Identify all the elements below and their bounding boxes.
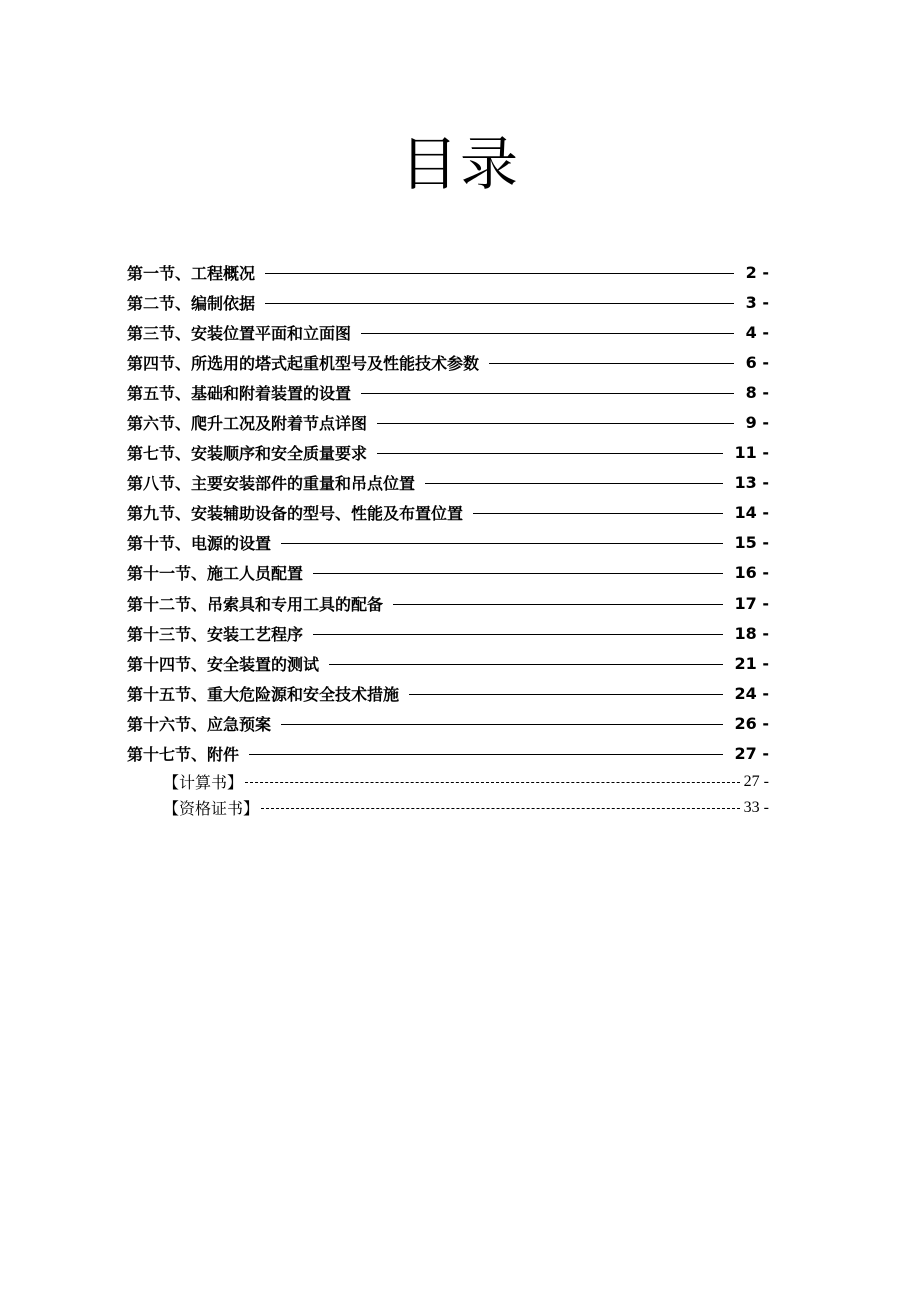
toc-entry-label: 第八节、主要安装部件的重量和吊点位置 [127, 474, 416, 494]
toc-leader-line [281, 543, 723, 544]
table-of-contents [127, 257, 769, 821]
toc-entry[interactable] [127, 528, 769, 558]
toc-page-number: 15 - [734, 533, 769, 553]
toc-leader-line [409, 694, 723, 695]
toc-leader-line [489, 363, 734, 364]
toc-entry-label: 第十七节、附件 [127, 745, 240, 765]
toc-entry[interactable] [127, 739, 769, 769]
toc-page-number: 16 - [734, 563, 769, 583]
toc-page-number: 6 - [745, 352, 769, 372]
toc-page-number: 21 - [734, 653, 769, 673]
toc-subentry-label: 【计算书】 [163, 775, 244, 793]
toc-entry[interactable] [127, 377, 769, 407]
toc-leader-line [261, 808, 740, 809]
toc-page-number: 8 - [745, 382, 769, 402]
toc-entry-label: 第四节、所选用的塔式起重机型号及性能技术参数 [127, 353, 480, 373]
toc-leader-line [377, 453, 723, 454]
toc-subentry[interactable] [127, 795, 769, 821]
toc-page-number: 27 - [743, 772, 769, 790]
toc-entry[interactable] [127, 287, 769, 317]
toc-entry[interactable] [127, 558, 769, 588]
toc-leader-line [265, 303, 734, 304]
toc-page-number: 33 - [743, 798, 769, 816]
toc-entry-label: 第五节、基础和附着装置的设置 [127, 383, 352, 403]
toc-leader-line [361, 393, 734, 394]
toc-page-number: 11 - [734, 443, 769, 463]
toc-page-number: 2 - [745, 262, 769, 282]
toc-page-number: 27 - [734, 744, 769, 764]
toc-page-number: 24 - [734, 683, 769, 703]
toc-leader-line [249, 754, 723, 755]
toc-entry-label: 第七节、安装顺序和安全质量要求 [127, 444, 368, 464]
toc-leader-line [329, 664, 723, 665]
toc-entry-label: 第二节、编制依据 [127, 293, 256, 313]
toc-entry[interactable] [127, 407, 769, 437]
toc-page-number: 17 - [734, 593, 769, 613]
toc-entry[interactable] [127, 317, 769, 347]
toc-leader-line [265, 273, 734, 274]
toc-leader-line [313, 634, 723, 635]
toc-entry[interactable] [127, 708, 769, 738]
toc-entry[interactable] [127, 347, 769, 377]
toc-entry[interactable] [127, 498, 769, 528]
toc-page-number: 26 - [734, 713, 769, 733]
toc-entry-label: 第三节、安装位置平面和立面图 [127, 323, 352, 343]
toc-entry[interactable] [127, 588, 769, 618]
toc-leader-line [377, 423, 734, 424]
toc-page-number: 9 - [745, 413, 769, 433]
toc-entry-label: 第十六节、应急预案 [127, 714, 272, 734]
toc-subentry[interactable] [127, 769, 769, 795]
toc-entry-label: 第十一节、施工人员配置 [127, 564, 304, 584]
toc-leader-line [393, 604, 723, 605]
toc-entry-label: 第六节、爬升工况及附着节点详图 [127, 414, 368, 434]
toc-leader-line [473, 513, 723, 514]
toc-entry[interactable] [127, 618, 769, 648]
toc-page-number: 3 - [745, 292, 769, 312]
toc-page-number: 13 - [734, 473, 769, 493]
toc-entry-label: 第九节、安装辅助设备的型号、性能及布置位置 [127, 504, 464, 524]
toc-entry[interactable] [127, 438, 769, 468]
toc-page-number: 14 - [734, 503, 769, 523]
toc-leader-line [245, 782, 740, 783]
toc-leader-line [425, 483, 723, 484]
toc-entry-label: 第十节、电源的设置 [127, 534, 272, 554]
toc-entry-label: 第十二节、吊索具和专用工具的配备 [127, 594, 384, 614]
toc-entry-label: 第十五节、重大危险源和安全技术措施 [127, 684, 400, 704]
toc-entry[interactable] [127, 468, 769, 498]
toc-leader-line [281, 724, 723, 725]
toc-entry-label: 第十三节、安装工艺程序 [127, 624, 304, 644]
toc-leader-line [361, 333, 734, 334]
toc-entry[interactable] [127, 678, 769, 708]
toc-entry[interactable] [127, 257, 769, 287]
page-title: 目录 [399, 130, 520, 198]
toc-subentry-label: 【资格证书】 [163, 801, 260, 819]
toc-leader-line [313, 573, 723, 574]
toc-entry[interactable] [127, 648, 769, 678]
toc-page-number: 4 - [745, 322, 769, 342]
toc-entry-label: 第十四节、安全装置的测试 [127, 654, 320, 674]
toc-entry-label: 第一节、工程概况 [127, 263, 256, 283]
toc-page-number: 18 - [734, 623, 769, 643]
